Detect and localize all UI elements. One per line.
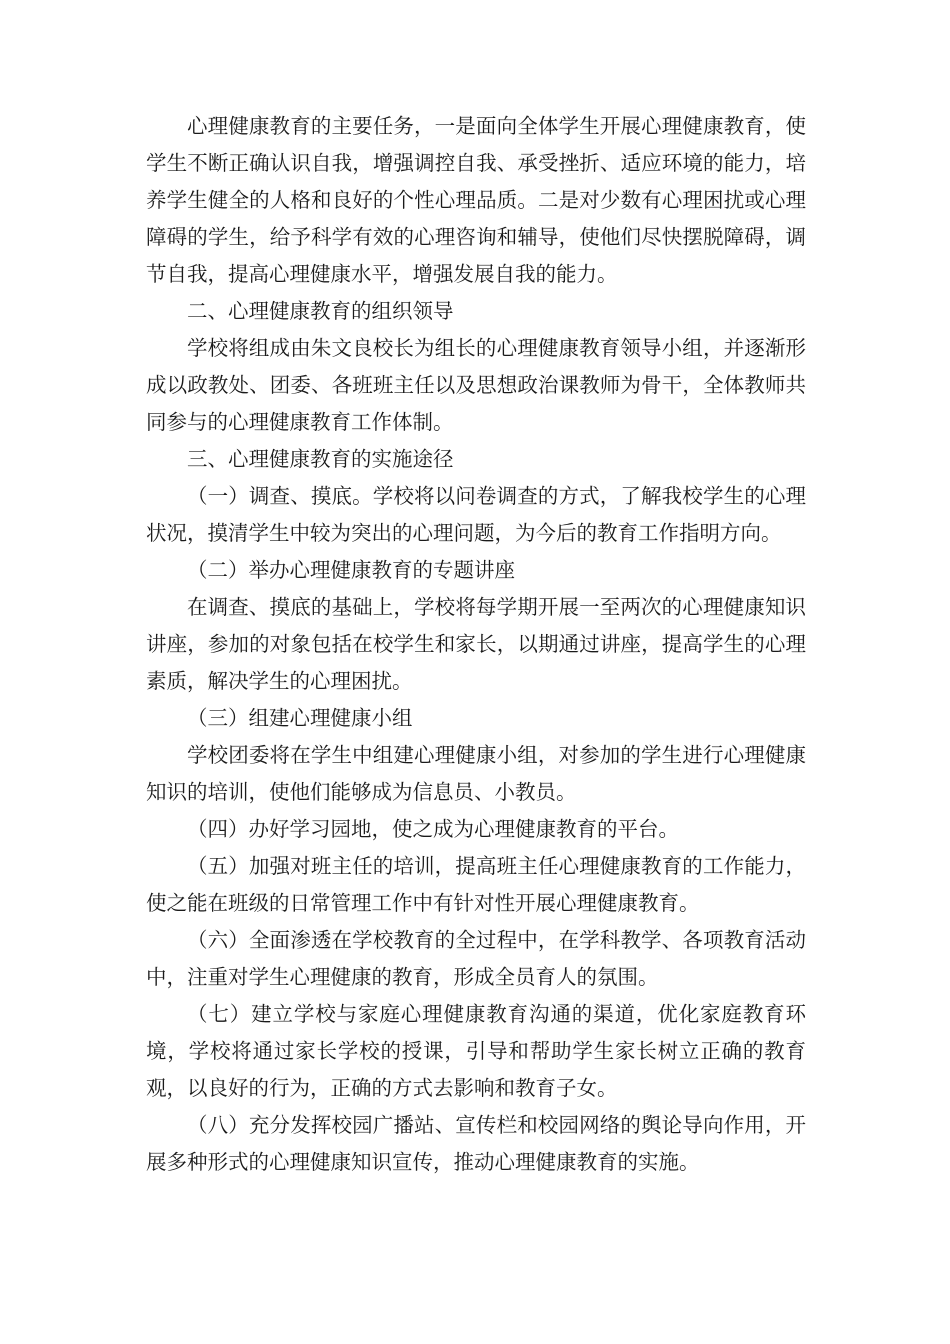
paragraph-family: （七）建立学校与家庭心理健康教育沟通的渠道，优化家庭教育环境，学校将通过家长学校的授课，引导和帮助学生家长树立正确的教育观，以良好的行为，正确的方式去影响和教育子女。 xyxy=(146,1002,806,1100)
paragraph-garden: （四）办好学习园地，使之成为心理健康教育的平台。 xyxy=(187,817,679,841)
document-body xyxy=(146,108,806,1181)
paragraph-teacher-training: （五）加强对班主任的培训，提高班主任心理健康教育的工作能力，使之能在班级的日常管理工作中有针对性开展心理健康教育。 xyxy=(146,854,806,915)
subheading-group: （三）组建心理健康小组 xyxy=(187,706,413,730)
paragraph-publicity: （八）充分发挥校园广播站、宣传栏和校园网络的舆论导向作用，开展多种形式的心理健康知识宣传，推动心理健康教育的实施。 xyxy=(146,1113,806,1174)
section-heading-implementation: 三、心理健康教育的实施途径 xyxy=(187,447,454,471)
paragraph-integration: （六）全面渗透在学校教育的全过程中，在学科教学、各项教育活动中，注重对学生心理健康的教育，形成全员育人的氛围。 xyxy=(146,928,806,989)
subheading-lectures: （二）举办心理健康教育的专题讲座 xyxy=(187,558,515,582)
section-heading-organization: 二、心理健康教育的组织领导 xyxy=(187,299,454,323)
paragraph-lectures: 在调查、摸底的基础上，学校将每学期开展一至两次的心理健康知识讲座，参加的对象包括在校学生和家长，以期通过讲座，提高学生的心理素质，解决学生的心理困扰。 xyxy=(146,595,806,693)
paragraph-survey: （一）调查、摸底。学校将以问卷调查的方式，了解我校学生的心理状况，摸清学生中较为突出的心理问题，为今后的教育工作指明方向。 xyxy=(146,484,806,545)
paragraph-main-tasks: 心理健康教育的主要任务，一是面向全体学生开展心理健康教育，使学生不断正确认识自我，增强调控自我、承受挫折、适应环境的能力，培养学生健全的人格和良好的个性心理品质。二是对少数有心理困扰或心理障碍的学生，给予科学有效的心理咨询和辅导，使他们尽快摆脱障碍，调节自我，提高心理健康水平，增强发展自我的能力。 xyxy=(146,114,806,286)
paragraph-group: 学校团委将在学生中组建心理健康小组，对参加的学生进行心理健康知识的培训，使他们能够成为信息员、小教员。 xyxy=(146,743,806,804)
paragraph-organization: 学校将组成由朱文良校长为组长的心理健康教育领导小组，并逐渐形成以政教处、团委、各班班主任以及思想政治课教师为骨干，全体教师共同参与的心理健康教育工作体制。 xyxy=(146,336,806,434)
